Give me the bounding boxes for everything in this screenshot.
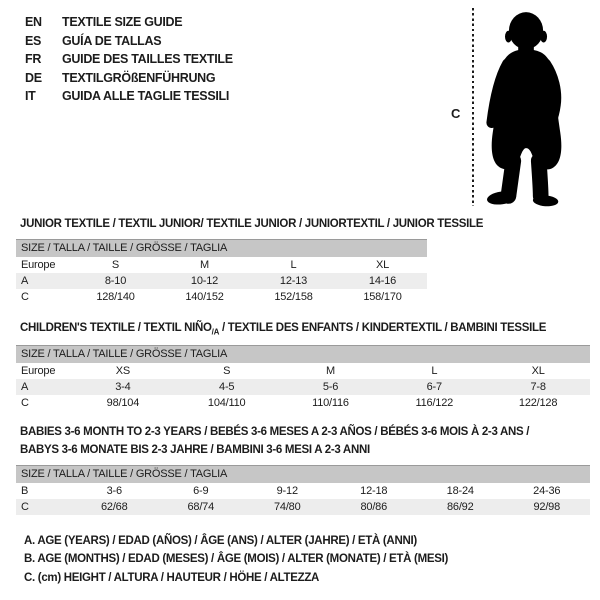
size-cell: 14-16 [338, 273, 427, 289]
language-title: GUIDE DES TAILLES TEXTILE [62, 52, 233, 67]
language-code: IT [25, 89, 36, 104]
row-label: Europe [21, 258, 56, 271]
size-cell: 92/98 [504, 499, 591, 515]
row-label: C [21, 396, 29, 409]
table-row [16, 395, 590, 411]
row-label: C [16, 499, 71, 515]
language-title: TEXTILE SIZE GUIDE [62, 15, 183, 29]
size-cell: 116/122 [415, 396, 454, 409]
language-title: TEXTILGRÖßENFÜHRUNG [62, 70, 216, 85]
size-cell: 10-12 [160, 273, 249, 289]
language-row-en [25, 13, 233, 32]
size-cell: 122/128 [518, 396, 558, 409]
legend [24, 532, 448, 587]
row-label: A [16, 273, 71, 289]
size-cell: XL [531, 364, 545, 377]
size-cell: M [326, 364, 335, 377]
row-label: B [21, 484, 29, 497]
table-row [16, 289, 427, 305]
size-cell: S [111, 258, 120, 271]
size-header-band: SIZE / TALLA / TAILLE / GRÖSSE / TAGLIA [16, 240, 427, 257]
language-code: EN [25, 15, 42, 29]
size-cell: 80/86 [331, 499, 418, 515]
babies-size-table [16, 465, 590, 515]
size-cell: 62/68 [71, 499, 158, 515]
language-code: DE [25, 70, 42, 85]
language-row-fr [25, 50, 233, 69]
children-table-title [20, 319, 546, 341]
children-title-sub: /A [211, 327, 220, 337]
legend-line-b: B. AGE (MONTHS) / EDAD (MESES) / ÂGE (MOIS) / ALTER (MONATE) / ETÀ (MESI) [24, 553, 449, 566]
size-cell: 68/74 [158, 499, 245, 515]
size-cell: 12-13 [249, 273, 338, 289]
size-cell: 24-36 [533, 484, 561, 497]
size-cell: 110/116 [312, 396, 349, 409]
table-row [16, 257, 427, 273]
table-row [16, 273, 427, 289]
size-cell: 3-6 [106, 484, 122, 497]
language-code: FR [25, 52, 42, 67]
size-header-band: SIZE / TALLA / TAILLE / GRÖSSE / TAGLIA [16, 466, 590, 483]
measure-label-c: C [451, 106, 461, 121]
size-cell: 74/80 [244, 499, 331, 515]
table-row [16, 379, 590, 395]
size-cell: M [200, 258, 209, 271]
size-cell: 8-10 [71, 273, 160, 289]
height-measure-dotted-line [472, 8, 474, 206]
babies-table-title [20, 423, 590, 459]
size-cell: XS [115, 364, 131, 377]
size-cell: 6-9 [193, 484, 209, 497]
table-row [16, 363, 590, 379]
table-row [16, 483, 590, 499]
children-title-pre: CHILDREN'S TEXTILE / TEXTIL NIÑO [20, 322, 212, 334]
size-cell: 86/92 [417, 499, 504, 515]
size-cell: 4-5 [175, 379, 279, 395]
size-cell: L [290, 258, 297, 271]
language-title: GUÍA DE TALLAS [62, 33, 162, 48]
children-size-table [16, 345, 590, 411]
babies-title-line1: BABIES 3-6 MONTH TO 2-3 YEARS / BEBÉS 3-6 MESES A 2-3 AÑOS / BÉBÉS 3-6 MOIS À 2-3 ANS / [20, 426, 530, 438]
size-cell: 6-7 [382, 379, 486, 395]
row-label: C [21, 290, 29, 303]
size-cell: 5-6 [279, 379, 383, 395]
language-title: GUIDA ALLE TAGLIE TESSILI [62, 89, 230, 104]
row-label: A [16, 379, 71, 395]
size-cell: 9-12 [276, 484, 298, 497]
table-row [16, 499, 590, 515]
language-row-de [25, 69, 233, 88]
language-code: ES [25, 33, 42, 48]
language-list [25, 13, 233, 106]
size-cell: 158/170 [363, 290, 402, 303]
junior-table-title: JUNIOR TEXTILE / TEXTIL JUNIOR/ TEXTILE JUNIOR / JUNIORTEXTIL / JUNIOR TESSILE [20, 218, 484, 230]
legend-line-c: C. (cm) HEIGHT / ALTURA / HAUTEUR / HÖHE / ALTEZZA [24, 571, 320, 584]
language-row-es [25, 32, 233, 51]
language-row-it [25, 87, 233, 106]
size-cell: 18-24 [446, 484, 474, 497]
baby-silhouette-icon [483, 7, 571, 207]
babies-title-line2: BABYS 3-6 MONATE BIS 2-3 JAHRE / BAMBINI 3-6 MESI A 2-3 ANNI [20, 444, 370, 456]
size-cell: 128/140 [96, 290, 135, 303]
size-cell: XL [375, 258, 390, 271]
size-cell: 140/152 [185, 290, 224, 303]
size-cell: 104/110 [207, 396, 246, 409]
size-header-band: SIZE / TALLA / TAILLE / GRÖSSE / TAGLIA [16, 346, 590, 363]
size-cell: 12-18 [360, 484, 388, 497]
size-cell: S [223, 364, 231, 377]
legend-line-a: A. AGE (YEARS) / EDAD (AÑOS) / ÂGE (ANS) / ALTER (JAHRE) / ETÀ (ANNI) [24, 535, 417, 547]
size-cell: 7-8 [486, 379, 590, 395]
size-cell: 3-4 [71, 379, 175, 395]
size-cell: L [431, 364, 438, 377]
size-cell: 152/158 [274, 290, 313, 303]
size-cell: 98/104 [106, 396, 140, 409]
junior-size-table [16, 239, 427, 305]
children-title-post: / TEXTILE DES ENFANTS / KINDERTEXTIL / BAMBINI TESSILE [219, 322, 547, 334]
row-label: Europe [21, 364, 56, 377]
